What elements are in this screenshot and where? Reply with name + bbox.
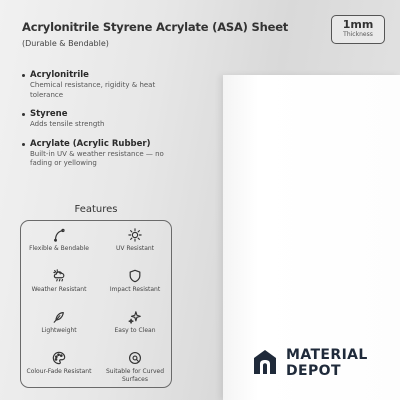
feature-label: Flexible & Bendable <box>29 245 89 252</box>
composition-list <box>22 70 182 169</box>
feature-item <box>21 228 97 253</box>
composition-name: Acrylonitrile <box>30 70 89 80</box>
uv-icon <box>128 228 142 242</box>
brand-line-1: MATERIAL <box>286 347 368 363</box>
feature-item <box>21 269 97 294</box>
composition-name: Styrene <box>30 109 68 119</box>
feature-label: Impact Resistant <box>109 286 161 293</box>
composition-item <box>22 70 182 100</box>
brand-wordmark <box>286 347 368 379</box>
thickness-value: 1mm <box>342 18 374 31</box>
features-box <box>20 220 172 388</box>
composition-item <box>22 109 182 130</box>
features-title: Features <box>74 204 118 215</box>
feature-label: Weather Resistant <box>31 286 87 293</box>
brand-line-2: DEPOT <box>286 363 341 379</box>
composition-item <box>22 139 182 169</box>
flexible-icon <box>52 228 66 242</box>
composition-desc: Built-in UV & weather resistance — no fading or yellowing <box>30 149 164 167</box>
palette-icon <box>52 351 66 365</box>
feature-label: UV Resistant <box>115 245 155 252</box>
feature-label: Lightweight <box>41 327 77 334</box>
brand-logo <box>252 345 392 385</box>
curve-icon <box>128 351 142 365</box>
composition-desc: Adds tensile strength <box>30 120 105 128</box>
feature-item <box>21 351 97 376</box>
composition-name: Acrylate (Acrylic Rubber) <box>30 138 151 149</box>
house-logo-icon <box>252 348 278 376</box>
shield-icon <box>128 269 142 283</box>
thickness-label: Thickness <box>343 31 373 38</box>
composition-desc: Chemical resistance, rigidity & heat tolerance <box>30 81 156 99</box>
feature-label: Suitable for Curved Surfaces <box>105 368 165 383</box>
weather-icon <box>52 269 66 283</box>
feature-label: Easy to Clean <box>114 327 156 334</box>
page-title: Acrylonitrile Styrene Acrylate (ASA) Sheet <box>22 20 289 34</box>
feature-item <box>97 269 173 294</box>
feature-item <box>21 310 97 335</box>
feature-item <box>97 310 173 335</box>
feather-icon <box>52 310 66 324</box>
feature-item <box>97 228 173 253</box>
feature-item <box>97 351 173 383</box>
sparkle-icon <box>128 310 142 324</box>
thickness-badge <box>331 15 385 44</box>
feature-label: Colour-Fade Resistant <box>26 368 92 375</box>
page-subtitle: (Durable & Bendable) <box>22 39 109 48</box>
